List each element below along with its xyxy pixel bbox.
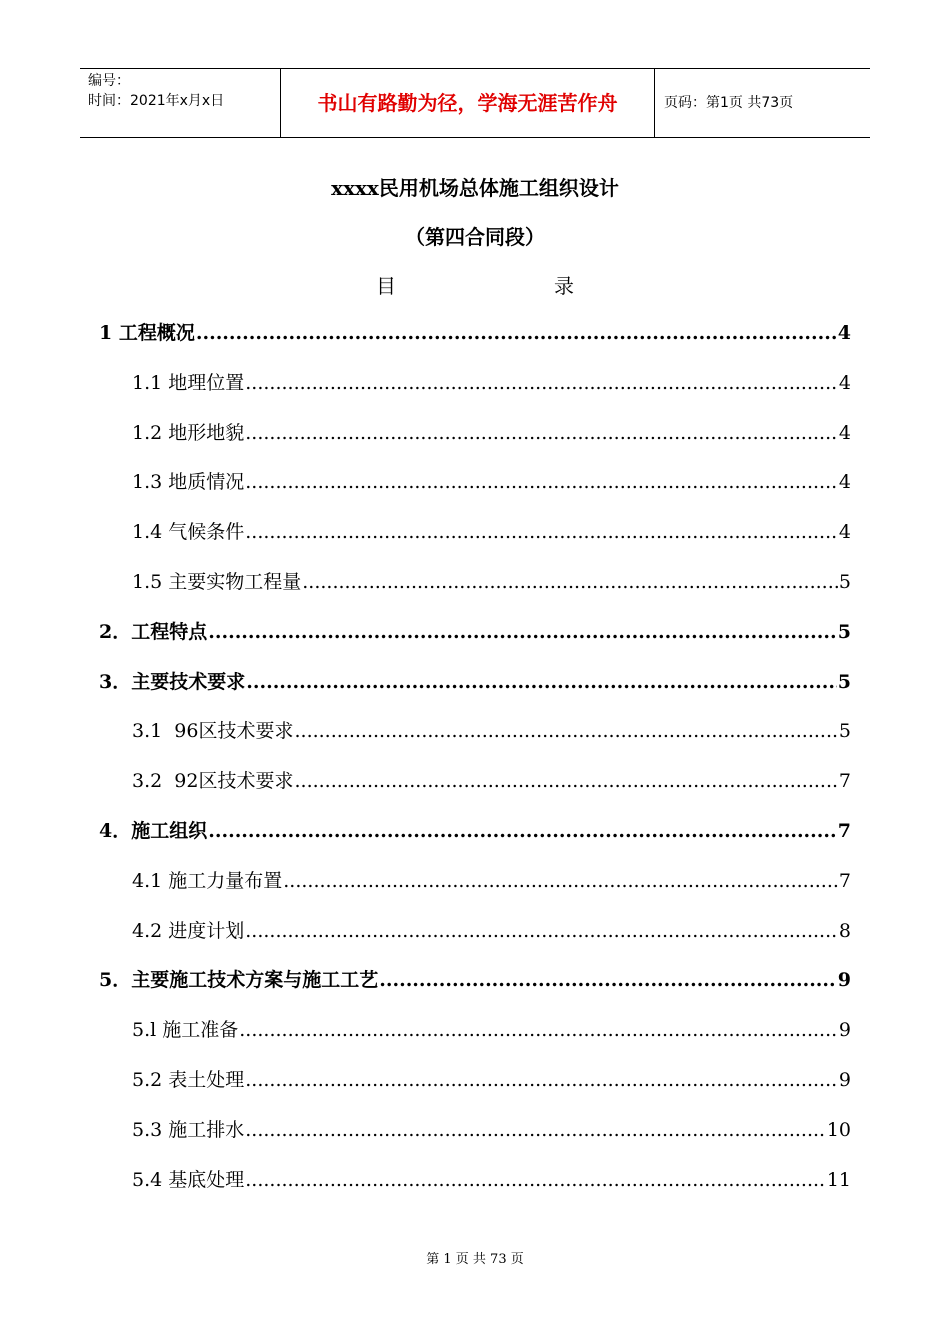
- toc-entry[interactable]: [132, 469, 851, 495]
- toc-entry[interactable]: [132, 370, 851, 396]
- toc-entry-title: 4.1 施工力量布置: [132, 870, 283, 892]
- toc-dot-leader: [239, 1017, 838, 1043]
- page-footer: [0, 1248, 950, 1267]
- document-subtitle: （第四合同段）: [405, 225, 545, 249]
- footer-page-number: 第 1 页 共 73 页: [426, 1252, 524, 1267]
- toc-dot-leader: [245, 1117, 826, 1143]
- toc-entry-page: 9: [837, 969, 851, 991]
- toc-entry[interactable]: [132, 569, 851, 595]
- toc-entry[interactable]: [99, 967, 851, 993]
- toc-entry-title: 1.4 气候条件: [132, 521, 245, 543]
- toc-entry[interactable]: [132, 420, 851, 446]
- toc-entry[interactable]: [99, 818, 851, 844]
- toc-entry-page: 7: [838, 770, 851, 792]
- document-title: xxxx民用机场总体施工组织设计: [331, 176, 619, 200]
- toc-dot-leader: [208, 619, 837, 645]
- toc-entry[interactable]: [132, 718, 851, 744]
- toc-entry-page: 5: [838, 571, 851, 593]
- toc-entry-title: 1.5 主要实物工程量: [132, 571, 302, 593]
- toc-entry-page: 5: [838, 720, 851, 742]
- toc-entry-title: 5.3 施工排水: [132, 1119, 245, 1141]
- toc-dot-leader: [294, 768, 837, 794]
- toc-heading-char-1: 目: [376, 274, 396, 298]
- toc-dot-leader: [294, 718, 837, 744]
- toc-entry-page: 11: [826, 1169, 851, 1191]
- toc-entry[interactable]: [132, 519, 851, 545]
- toc-entry-page: 8: [838, 920, 851, 942]
- toc-dot-leader: [379, 967, 837, 993]
- toc-heading-char-2: 录: [554, 274, 574, 298]
- toc-dot-leader: [245, 918, 838, 944]
- toc-entry-title: 1.2 地形地貌: [132, 422, 245, 444]
- toc-entry[interactable]: [132, 1017, 851, 1043]
- toc-entry-title: 3.1 96区技术要求: [132, 720, 294, 742]
- toc-dot-leader: [196, 320, 837, 346]
- toc-dot-leader: [245, 469, 838, 495]
- toc-entry-page: 7: [837, 820, 851, 842]
- toc-entry-title: 2．工程特点: [99, 621, 208, 643]
- toc-dot-leader: [302, 569, 838, 595]
- toc-dot-leader: [245, 1067, 838, 1093]
- toc-entry-title: 4.2 进度计划: [132, 920, 245, 942]
- toc-entry-title: 1.1 地理位置: [132, 372, 245, 394]
- header-page-info: 页码：第1页 共73页: [664, 95, 794, 111]
- toc-entry[interactable]: [99, 619, 851, 645]
- toc-entry-title: 5．主要施工技术方案与施工工艺: [99, 969, 379, 991]
- toc-entry-page: 9: [838, 1069, 851, 1091]
- toc-entry[interactable]: [99, 320, 851, 346]
- toc-dot-leader: [245, 370, 838, 396]
- toc-entry-title: 3．主要技术要求: [99, 671, 246, 693]
- toc-entry[interactable]: [132, 868, 851, 894]
- header-motto: 书山有路勤为径，学海无涯苦作舟: [281, 69, 655, 137]
- toc-entry[interactable]: [132, 1167, 851, 1193]
- date-label: 时间：2021年x月x日: [88, 93, 225, 109]
- toc-entry-title: 4．施工组织: [99, 820, 208, 842]
- toc-entry-title: 3.2 92区技术要求: [132, 770, 294, 792]
- toc-entry-title: 1 工程概况: [99, 322, 195, 344]
- toc-entry[interactable]: [99, 669, 851, 695]
- toc-entry-title: 5.l 施工准备: [132, 1019, 239, 1041]
- toc-dot-leader: [245, 519, 838, 545]
- toc-entry-page: 4: [838, 471, 851, 493]
- toc-dot-leader: [245, 420, 838, 446]
- header-meta: [80, 69, 281, 137]
- toc-entry-title: 5.2 表土处理: [132, 1069, 245, 1091]
- toc-entry[interactable]: [132, 1117, 851, 1143]
- toc-entry-page: 4: [837, 322, 851, 344]
- document-header: [80, 68, 870, 138]
- toc-entry-page: 4: [838, 422, 851, 444]
- toc-dot-leader: [283, 868, 838, 894]
- toc-entry[interactable]: [132, 918, 851, 944]
- toc-entry-page: 10: [826, 1119, 851, 1141]
- toc-dot-leader: [245, 1167, 826, 1193]
- toc-entry[interactable]: [132, 1067, 851, 1093]
- toc-entry-page: 4: [838, 372, 851, 394]
- toc-entry-page: 7: [838, 870, 851, 892]
- toc-entry[interactable]: [132, 768, 851, 794]
- toc-entry-title: 1.3 地质情况: [132, 471, 245, 493]
- number-label: 编号：: [88, 73, 130, 89]
- toc-dot-leader: [208, 818, 837, 844]
- toc-entry-page: 4: [838, 521, 851, 543]
- toc-entry-page: 9: [838, 1019, 851, 1041]
- toc-entry-title: 5.4 基底处理: [132, 1169, 245, 1191]
- toc-entry-page: 5: [837, 621, 851, 643]
- toc-entry-page: 5: [837, 671, 851, 693]
- toc-dot-leader: [246, 669, 837, 695]
